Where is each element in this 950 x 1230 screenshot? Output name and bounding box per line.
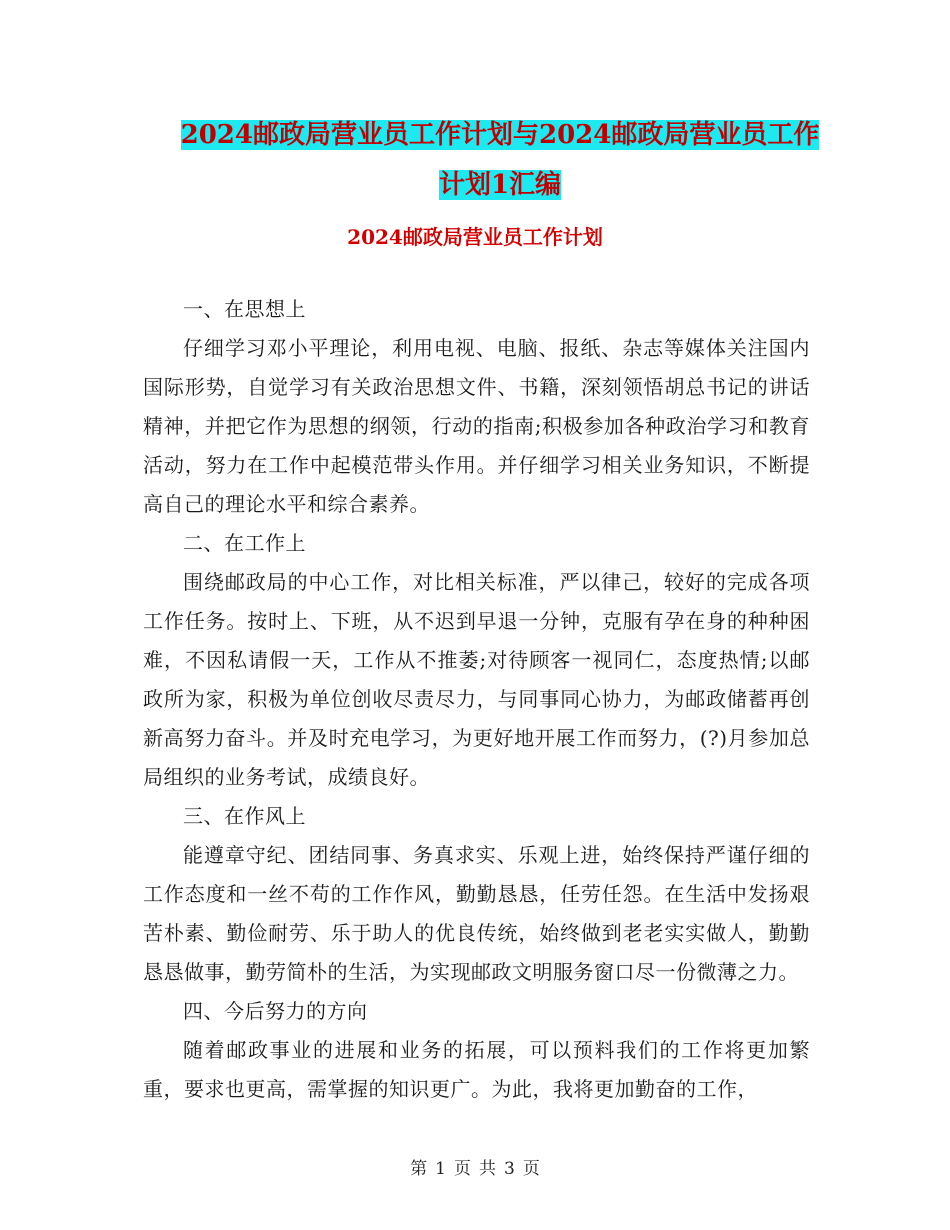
paragraph-heading: 二、在工作上 xyxy=(183,531,306,555)
footer-page-label: 页 xyxy=(454,1159,471,1179)
document-title-line2: 计划1汇编 xyxy=(438,170,562,200)
footer-total-pages: 3 xyxy=(504,1159,515,1179)
paragraph-body: 随着邮政事业的进展和业务的拓展，可以预料我们的工作将更加繁重，要求也更高，需掌握的知识更广。为此，我将更加勤奋的工作， xyxy=(143,1038,810,1101)
footer-prefix: 第 xyxy=(410,1159,428,1179)
paragraph-heading: 一、在思想上 xyxy=(183,297,306,321)
page-footer xyxy=(0,1154,950,1179)
section-title: 2024邮政局营业员工作计划 xyxy=(347,225,603,249)
footer-page-number: 1 xyxy=(435,1159,446,1179)
document-body xyxy=(143,290,810,1109)
footer-total-label: 共 xyxy=(479,1159,496,1179)
paragraph-heading: 四、今后努力的方向 xyxy=(183,999,368,1023)
document-title xyxy=(140,110,860,210)
paragraph-body: 能遵章守纪、团结同事、务真求实、乐观上进，始终保持严谨仔细的工作态度和一丝不苟的工作作风，勤勤恳恳，任劳任怨。在生活中发扬艰苦朴素、勤俭耐劳、乐于助人的优良传统，始终做到老老实实做人，勤勤恳恳做事，勤劳简朴的生活，为实现邮政文明服务窗口尽一份微薄之力。 xyxy=(143,843,810,984)
footer-suffix: 页 xyxy=(522,1159,540,1179)
paragraph-body: 围绕邮政局的中心工作，对比相关标准，严以律己，较好的完成各项工作任务。按时上、下班，从不迟到早退一分钟，克服有孕在身的种种困难，不因私请假一天，工作从不推萎;对待顾客一视同仁，态度热情;以邮政所为家，积极为单位创收尽责尽力，与同事同心协力，为邮政储蓄再创新高努力奋斗。并及时充电学习，为更好地开展工作而努力，(?)月参加总局组织的业务考试，成绩良好。 xyxy=(143,570,810,789)
document-title-line1: 2024邮政局营业员工作计划与2024邮政局营业员工作 xyxy=(180,120,820,150)
paragraph-heading: 三、在作风上 xyxy=(183,804,306,828)
paragraph-body: 仔细学习邓小平理论，利用电视、电脑、报纸、杂志等媒体关注国内国际形势，自觉学习有关政治思想文件、书籍，深刻领悟胡总书记的讲话精神，并把它作为思想的纲领，行动的指南;积极参加各种政治学习和教育活动，努力在工作中起模范带头作用。并仔细学习相关业务知识，不断提高自己的理论水平和综合素养。 xyxy=(143,336,810,516)
